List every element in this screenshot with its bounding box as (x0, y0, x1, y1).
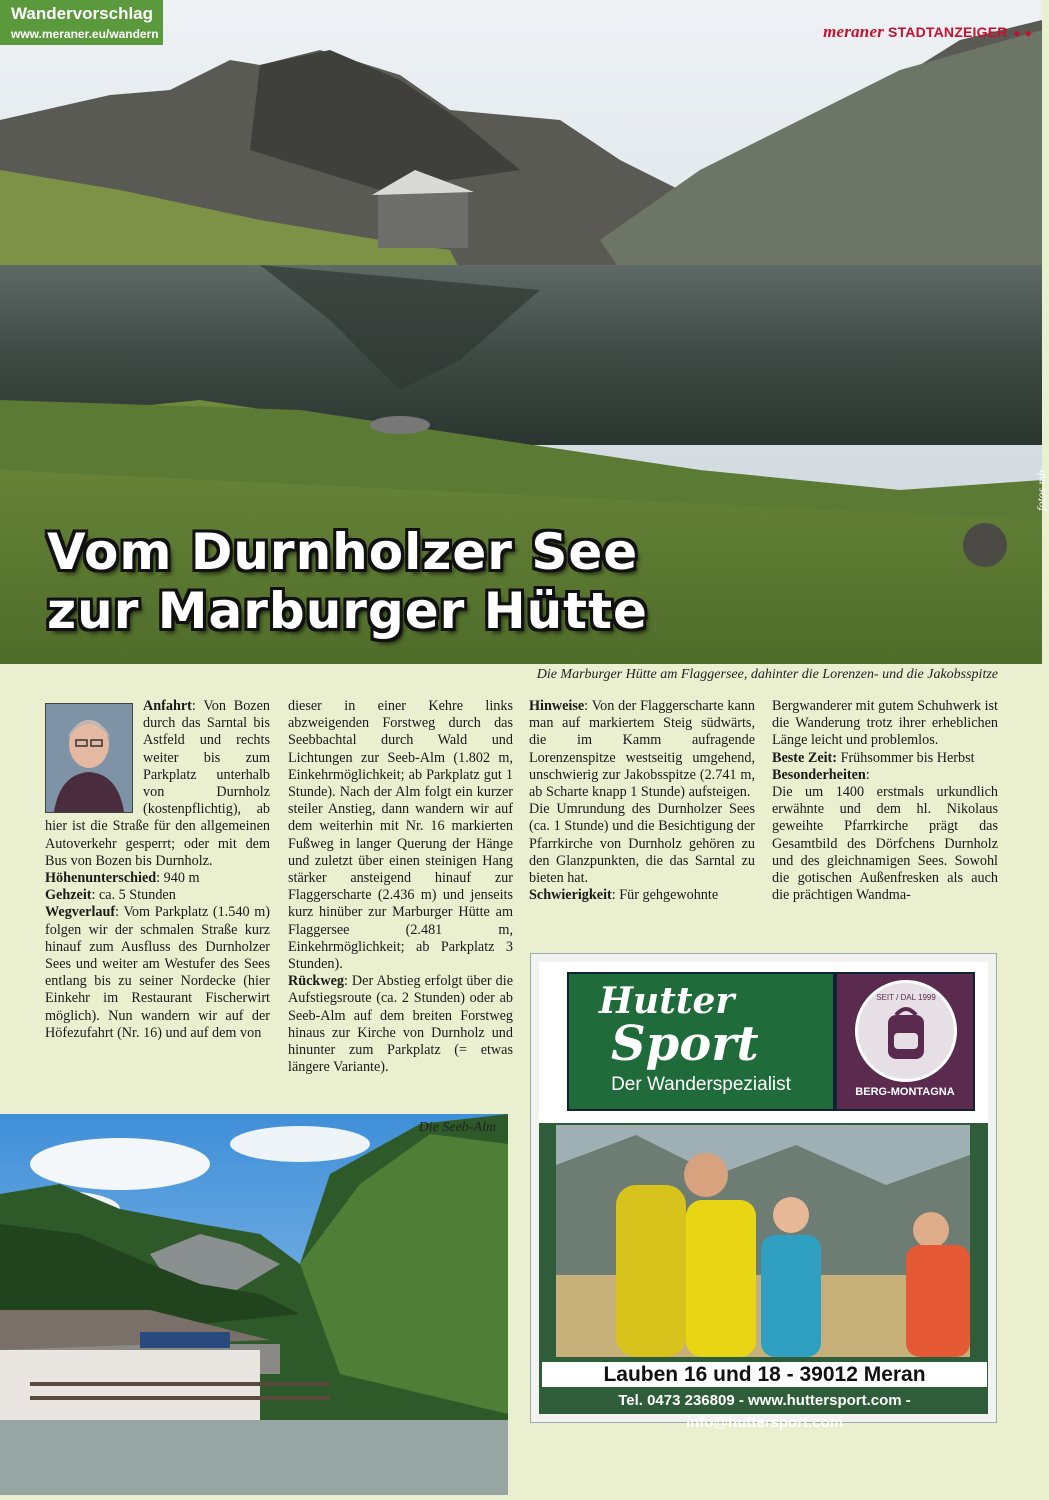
ad-address: Lauben 16 und 18 - 39012 Meran (542, 1362, 987, 1387)
brand-stadtanzeiger: STADTANZEIGER (888, 24, 1008, 40)
ad-logo-box (567, 972, 835, 1111)
hutter-sport-ad[interactable] (530, 953, 997, 1431)
ad-contact[interactable]: Tel. 0473 236809 - www.huttersport.com - info@huttersport.com (618, 1392, 911, 1431)
hoehe-label: Höhenunterschied (45, 870, 157, 887)
section-tag (0, 0, 163, 45)
publication-brand (823, 22, 1032, 42)
article-headline (47, 523, 648, 641)
hinweise-label: Hinweise (529, 698, 585, 714)
anfahrt-label: Anfahrt (143, 698, 192, 714)
article-column-1 (45, 698, 270, 1042)
hero-caption: Die Marburger Hütte am Flaggersee, dahinter die Lorenzen- und die Jakobsspitze (536, 667, 998, 682)
backpack-icon (858, 983, 954, 1079)
seeb-alm-caption: Die Seeb-Alm (418, 1120, 496, 1135)
headline-line-2: zur Marburger Hütte (47, 582, 648, 640)
rueckweg-label: Rückweg (288, 973, 344, 990)
berg-montagna-badge (835, 972, 975, 1111)
bestezeit-label: Beste Zeit: (772, 749, 838, 766)
wegverlauf-label: Wegverlauf (45, 904, 116, 921)
besonderheiten-colon: : (865, 766, 870, 783)
alpine-hut-image (0, 1114, 508, 1495)
article-column-4 (772, 698, 998, 904)
backpack-emblem (855, 980, 957, 1082)
section-tag-title: Wandervorschlag (11, 4, 154, 23)
hoehe-text: : 940 m (156, 870, 200, 887)
difficulty-continuation-text: Bergwanderer mit gutem Schuhwerk ist die Wanderung trotz ihrer erheblichen Länge leicht und problemlos. (772, 698, 998, 749)
besonderheiten-label: Besonderheiten (772, 766, 866, 783)
ad-frame (539, 962, 988, 1431)
schwierigkeit-text: : Für gehgewohnte (611, 887, 719, 904)
gehzeit-label: Gehzeit (45, 887, 92, 904)
hinweise-text: : Von der Flaggerscharte kann man auf markiertem Steig südwärts, die im Kamm aufragende Lorenzenspitze westseitig umgehend, unschwierig zur Jakobsspitze (2.741 m, ab Scharte knapp 1 Stunde) aufsteigen. (529, 698, 755, 801)
logo-hutter: Hutter (599, 980, 735, 1022)
article-column-3 (529, 698, 755, 904)
wegverlauf-text: : Vom Parkplatz (1.540 m) folgen wir der schmalen Straße kurz hinauf zum Ausfluss des Durnholzer Sees und weiter am Westufer des Sees entlang bis zu seiner Nordecke (hier Einkehr im Restaurant Fischerwirt möglich). Nun wandern wir auf der Höfezufahrt (Nr. 16) und auf dem von (45, 904, 270, 1041)
rueckweg-text: : Der Abstieg erfolgt über die Aufstiegsroute (ca. 2 Stunden) oder ab Seeb-Alm auf dem breiten Forstweg hinaus zur Kirche von Durnholz und hinunter zum Parkplatz (= etwas längere Variante). (288, 973, 513, 1076)
ad-subtitle: Der Wanderspezialist (611, 1074, 791, 1095)
badge-berg-montagna: BERG-MONTAGNA (855, 1086, 955, 1098)
seeb-alm-photo (0, 1114, 508, 1495)
gehzeit-text: : ca. 5 Stunden (91, 887, 176, 904)
logo-sport: Sport (611, 1016, 759, 1072)
umrundung-text: Die Umrundung des Durnholzer Sees (ca. 1 Stunde) und die Besichtigung der Pfarrkirche von Durnholz gehören zu den Glanzpunkten, die das Sarntal zu bieten hat. (529, 801, 755, 887)
ad-header (539, 962, 988, 1123)
route-continuation-text: dieser in einer Kehre links abzweigenden Forstweg durch das Seebbachtal durch Wald und Lichtungen zur Seeb-Alm (1.802 m, Einkehrmöglichkeit; ab Parkplatz gut 1 Stunde). Nach der Alm folgt ein kurzer steiler Anstieg, dann wandern wir auf dem weiterhin mit Nr. 16 markierten Fußweg in langer Querung der Hänge und zuletzt über einen steinigen Hang stärker ansteigend hinauf zur Flaggerscharte (2.436 m) und jenseits kurz hinüber zur Marburger Hütte am Flaggersee (2.481 m, Einkehrmöglichkeit; ab Parkplatz 3 Stunden). (288, 698, 513, 973)
bestezeit-text: Frühsommer bis Herbst (837, 749, 975, 766)
brand-meraner: meraner (823, 22, 885, 41)
hikers-photo (556, 1125, 970, 1357)
article-column-2 (288, 698, 513, 1076)
photo-credit: fotos mb (1034, 470, 1048, 512)
headline-line-1: Vom Durnholzer See (47, 523, 639, 581)
brand-dots: ● ● (1013, 26, 1032, 40)
hero-photo (0, 0, 1048, 664)
badge-since: SEIT / DAL 1999 (876, 993, 936, 1002)
besonderheiten-text: Die um 1400 erstmals urkundlich erwähnte und dem hl. Nikolaus geweihte Pfarrkirche prägt das Gesamtbild des Dörfchens Durnholz und des gleichnamigen Sees. Sowohl die gotischen Außenfresken als auch die prächtigen Wandma- (772, 784, 998, 904)
author-portrait (45, 703, 133, 813)
section-tag-url[interactable]: www.meraner.eu/wandern (11, 27, 159, 41)
anfahrt-text: : Von Bozen durch das Sarntal bis Astfeld und rechts weiter bis zum Parkplatz unterhalb von Durnholz (kostenpflichtig), ab hier ist die Straße für den allgemeinen Autoverkehr gesperrt; oder mit dem Bus von Bozen bis Durnholz. (45, 698, 270, 869)
schwierigkeit-label: Schwierigkeit (529, 887, 612, 904)
